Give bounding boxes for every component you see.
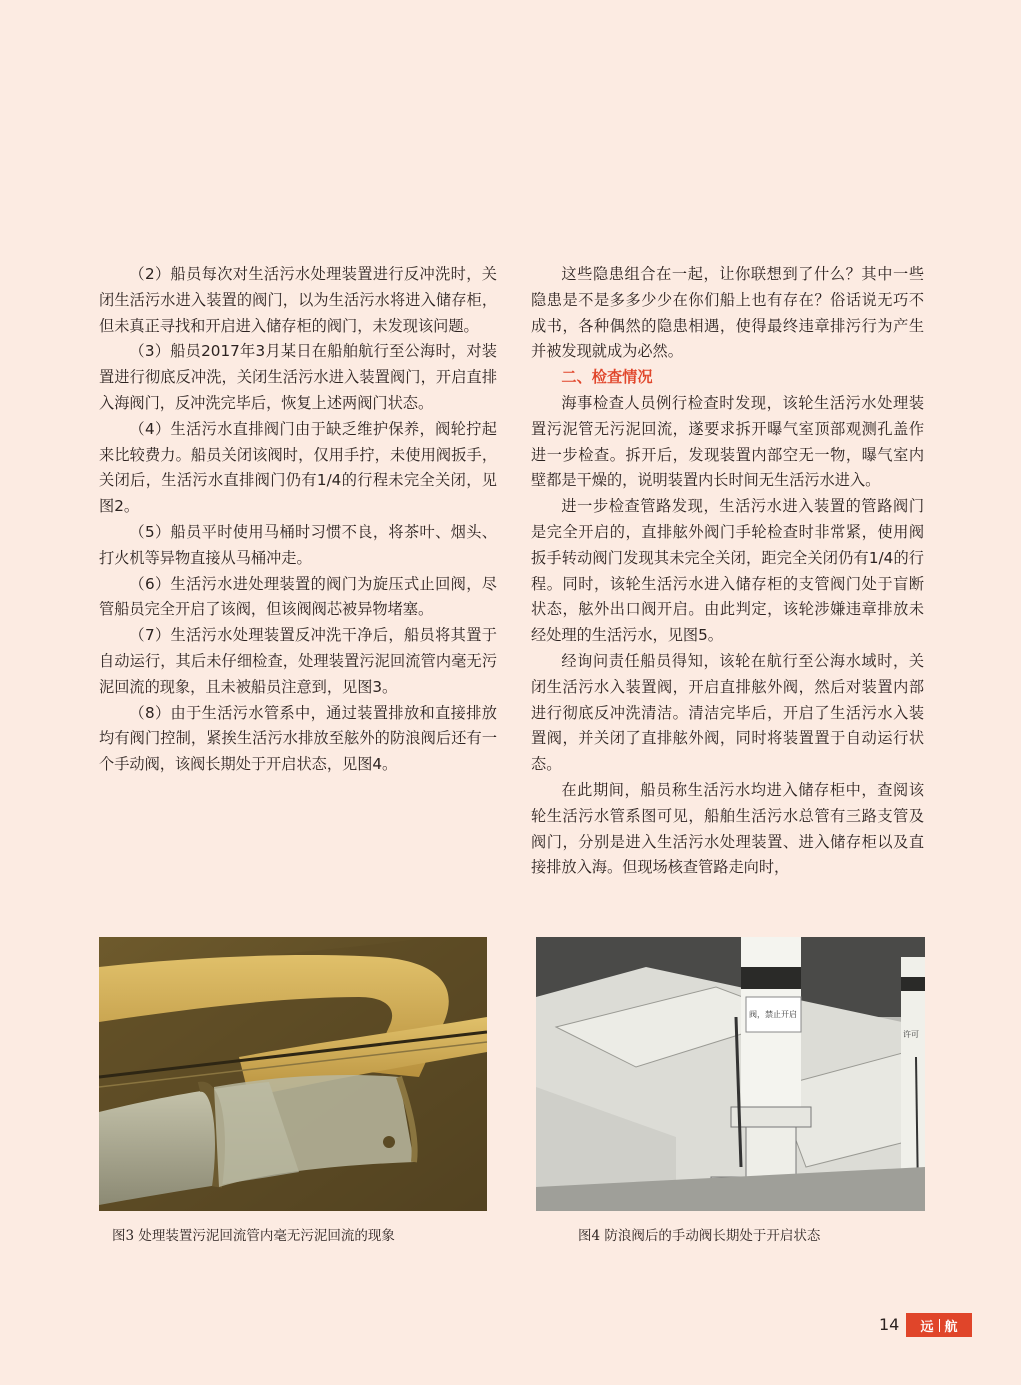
section-heading: 二、检查情况 — [561, 368, 653, 387]
paragraph: 经询问责任船员得知，该轮在航行至公海水域时，关闭生活污水入装置阀，开启直排舷外阀，然后对装置内部进行彻底反冲洗清洁。清洁完毕后，开启了生活污水入装置阀，并关闭了直排舷外阀，同时将装置置于自动运行状态。 — [531, 651, 924, 774]
logo-char: 航 — [944, 1319, 958, 1335]
figure-3-photo — [99, 937, 487, 1211]
left-text-column — [99, 262, 497, 778]
paragraph: （7）生活污水处理装置反冲洗干净后，船员将其置于自动运行，其后未仔细检查，处理装置污泥回流管内毫无污泥回流的现象，且未被船员注意到，见图3。 — [99, 626, 497, 696]
paragraph: （6）生活污水进处理装置的阀门为旋压式止回阀，尽管船员完全开启了该阀，但该阀阀芯被异物堵塞。 — [99, 574, 497, 619]
valve-sign-text: 许可 — [903, 1030, 919, 1039]
logo-char: 远 — [920, 1319, 934, 1335]
intro-paragraph: 这些隐患组合在一起，让你联想到了什么？其中一些隐患是不是多多少少在你们船上也有存在？俗话说无巧不成书，各种偶然的隐患相遇，使得最终违章排污行为产生并被发现就成为必然。 — [531, 265, 924, 361]
paragraph: （3）船员2017年3月某日在船舶航行至公海时，对装置进行彻底反冲洗，关闭生活污水进入装置阀门，开启直排入海阀门，反冲洗完毕后，恢复上述两阀门状态。 — [99, 342, 497, 412]
paragraph: （2）船员每次对生活污水处理装置进行反冲洗时，关闭生活污水进入装置的阀门，以为生活污水将进入储存柜，但未真正寻找和开启进入储存柜的阀门，未发现该问题。 — [99, 265, 497, 335]
paragraph: 进一步检查管路发现，生活污水进入装置的管路阀门是完全开启的，直排舷外阀门手轮检查时非常紧，使用阀扳手转动阀门发现其未完全关闭，距完全关闭仍有1/4的行程。同时，该轮生活污水进入储存柜的支管阀门处于盲断状态，舷外出口阀开启。由此判定，该轮涉嫌违章排放未经处理的生活污水，见图5。 — [531, 497, 924, 645]
figure-3-caption: 图3 处理装置污泥回流管内毫无污泥回流的现象 — [112, 1228, 395, 1244]
paragraph: （4）生活污水直排阀门由于缺乏维护保养，阀轮拧起来比较费力。船员关闭该阀时，仅用手拧，未使用阀扳手，关闭后，生活污水直排阀门仍有1/4的行程未完全关闭，见图2。 — [99, 419, 497, 516]
paragraph: （8）由于生活污水管系中，通过装置排放和直接排放均有阀门控制，紧挨生活污水排放至舷外的防浪阀后还有一个手动阀，该阀长期处于开启状态，见图4。 — [99, 703, 497, 774]
valve-sign-text: 阀，禁止开启 — [749, 1010, 797, 1019]
page-number: 14 — [879, 1315, 900, 1334]
magazine-logo — [906, 1313, 972, 1337]
pipe-photo-illustration — [99, 937, 487, 1211]
right-text-column — [531, 262, 924, 881]
figure-4-photo — [536, 937, 925, 1211]
paragraph: （5）船员平时使用马桶时习惯不良，将茶叶、烟头、打火机等异物直接从马桶冲走。 — [99, 522, 497, 567]
paragraph: 在此期间，船员称生活污水均进入储存柜中，查阅该轮生活污水管系图可见，船舶生活污水总管有三路支管及阀门，分别是进入生活污水处理装置、进入储存柜以及直接排放入海。但现场核查管路走向时， — [531, 780, 924, 877]
logo-divider — [939, 1319, 940, 1332]
paragraph: 海事检查人员例行检查时发现，该轮生活污水处理装置污泥管无污泥回流，遂要求拆开曝气室顶部观测孔盖作进一步检查。拆开后，发现装置内部空无一物，曝气室内壁都是干燥的，说明装置内长时间无生活污水进入。 — [531, 393, 924, 490]
figure-4-caption: 图4 防浪阀后的手动阀长期处于开启状态 — [578, 1228, 821, 1244]
valve-photo-illustration — [536, 937, 925, 1211]
